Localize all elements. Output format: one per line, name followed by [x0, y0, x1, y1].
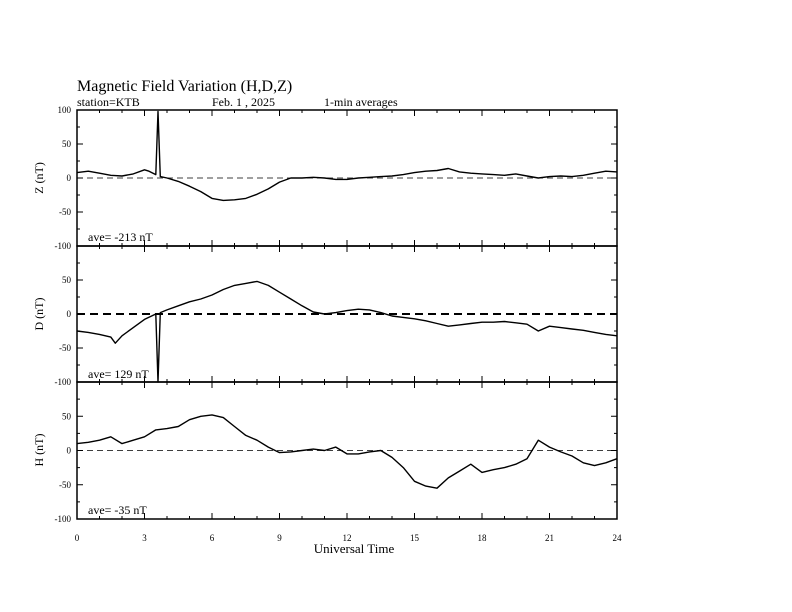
x-tick-label: 0: [74, 533, 80, 543]
y-tick-label: -100: [54, 514, 71, 524]
average-label: ave= 129 nT: [88, 367, 149, 381]
y-tick-label: 50: [62, 275, 71, 285]
panel-h: [32, 382, 617, 524]
y-tick-label: 0: [66, 445, 71, 456]
y-tick-label: -100: [54, 241, 71, 251]
averaging-label: 1-min averages: [324, 95, 398, 109]
x-tick-label: 18: [477, 533, 487, 543]
y-tick-label: 100: [57, 105, 71, 115]
average-label: ave= -213 nT: [88, 230, 153, 244]
x-tick-label: 3: [142, 533, 147, 543]
y-axis-label: H (nT): [32, 433, 46, 467]
y-tick-label: -50: [59, 343, 71, 353]
y-tick-label: -50: [59, 479, 71, 490]
series-line: [77, 415, 617, 488]
x-tick-label: 12: [342, 533, 352, 543]
y-tick-label: -100: [54, 377, 71, 387]
y-axis-label: D (nT): [32, 297, 46, 331]
y-axis-label: Z (nT): [32, 162, 46, 194]
chart-title: Magnetic Field Variation (H,D,Z): [77, 78, 293, 95]
average-label: ave= -35 nT: [88, 503, 147, 517]
y-tick-label: 50: [62, 411, 71, 422]
x-tick-label: 9: [277, 533, 282, 543]
y-tick-label: -50: [59, 207, 71, 217]
series-line: [77, 111, 617, 200]
station-label: station=KTB: [77, 95, 140, 109]
x-axis-label: Universal Time: [313, 541, 395, 556]
y-tick-label: 50: [62, 139, 71, 149]
y-tick-label: 0: [66, 309, 71, 319]
x-tick-label: 6: [209, 533, 215, 543]
date-label: Feb. 1 , 2025: [212, 95, 275, 109]
x-tick-label: 24: [612, 533, 622, 543]
panel-z: [32, 105, 617, 251]
x-tick-label: 15: [410, 533, 419, 543]
series-line: [77, 281, 617, 382]
panel-d: [32, 246, 617, 387]
x-tick-label: 21: [545, 533, 554, 543]
y-tick-label: 0: [66, 173, 71, 183]
